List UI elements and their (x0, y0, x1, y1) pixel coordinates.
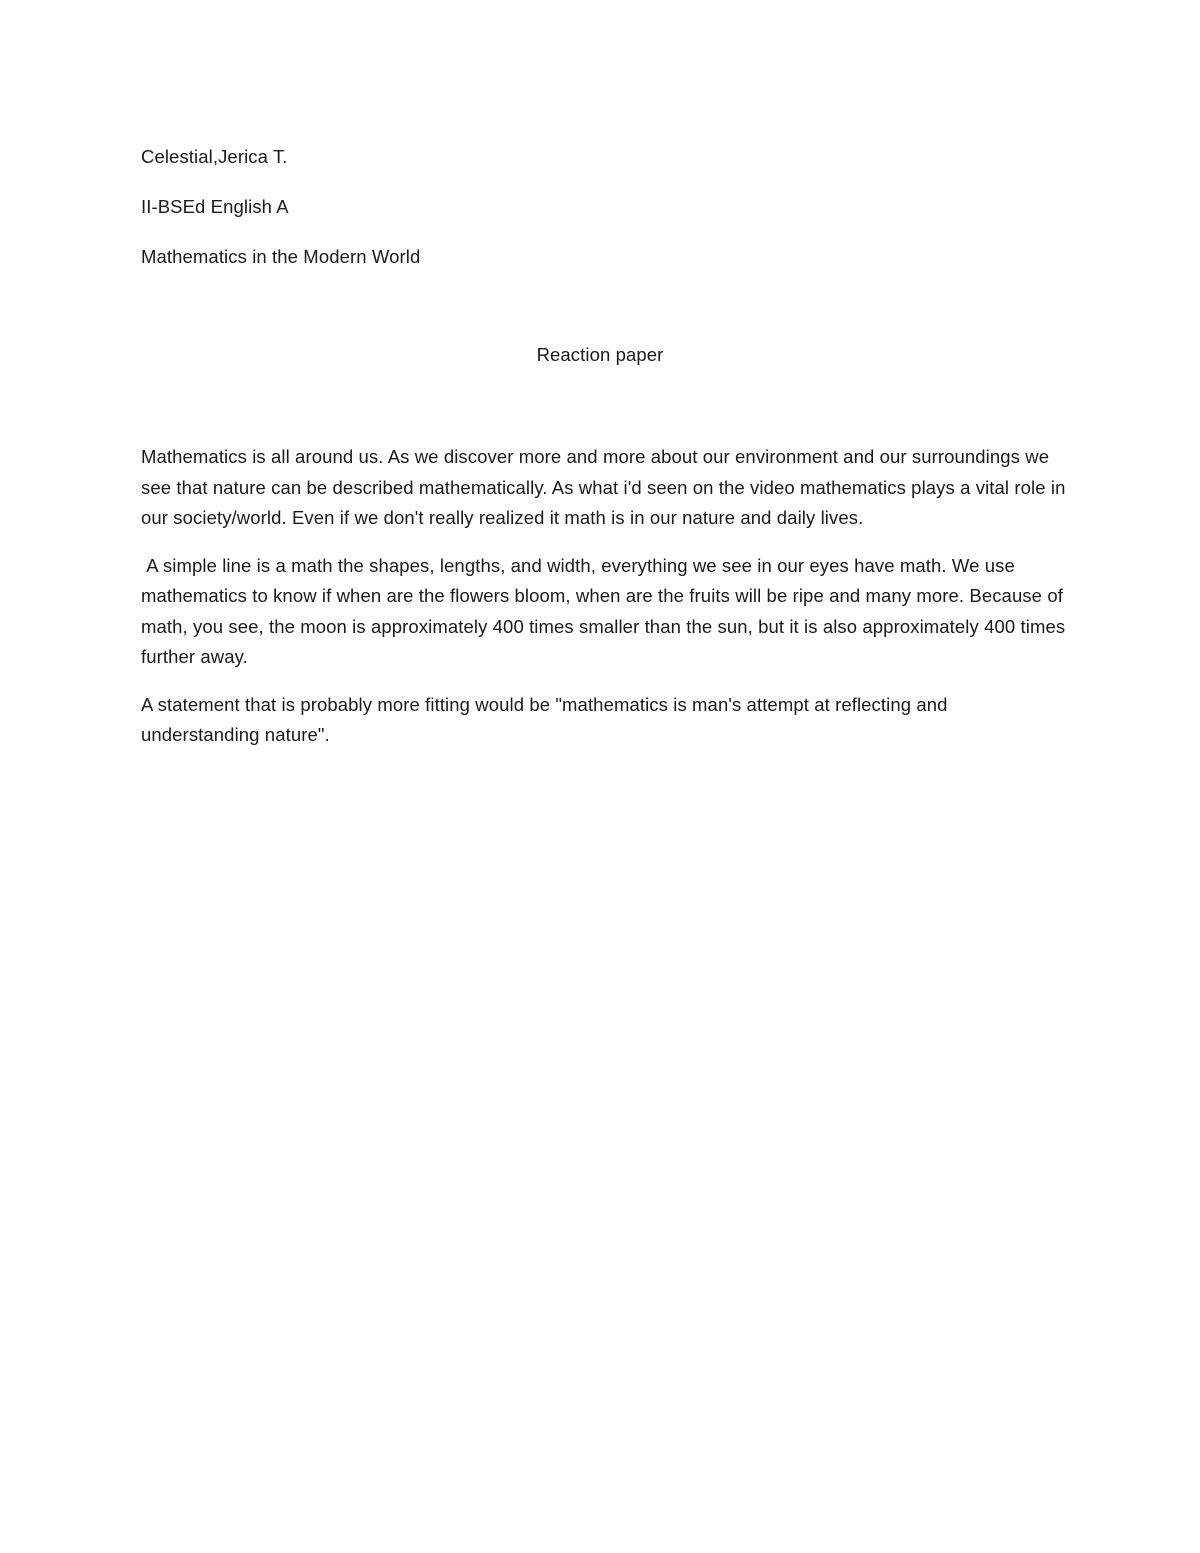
paragraph: A simple line is a math the shapes, lengths, and width, everything we see in our eyes have math. We use mathematics to know if when are the flowers bloom, when are the fruits will be ripe and many more. Because of math, you see, the moon is approximately 400 times smaller than the sun, but it is also approximately 400 times further away. (141, 554, 1071, 667)
author-name: Celestial,Jerica T. (141, 146, 288, 167)
subject-title: Mathematics in the Modern World (141, 246, 421, 267)
course-section: II-BSEd English A (141, 196, 289, 217)
paragraph: A statement that is probably more fitting would be "mathematics is man's attempt at reflecting and understanding nature". (141, 693, 953, 745)
paper-title: Reaction paper (536, 344, 664, 365)
paper-body (141, 442, 1071, 768)
paragraph: Mathematics is all around us. As we discover more and more about our environment and our surroundings we see that nature can be described mathematically. As what i'd seen on the video mathematics plays a vital role in our society/world. Even if we don't really realized it math is in our nature and daily lives. (141, 446, 1071, 528)
